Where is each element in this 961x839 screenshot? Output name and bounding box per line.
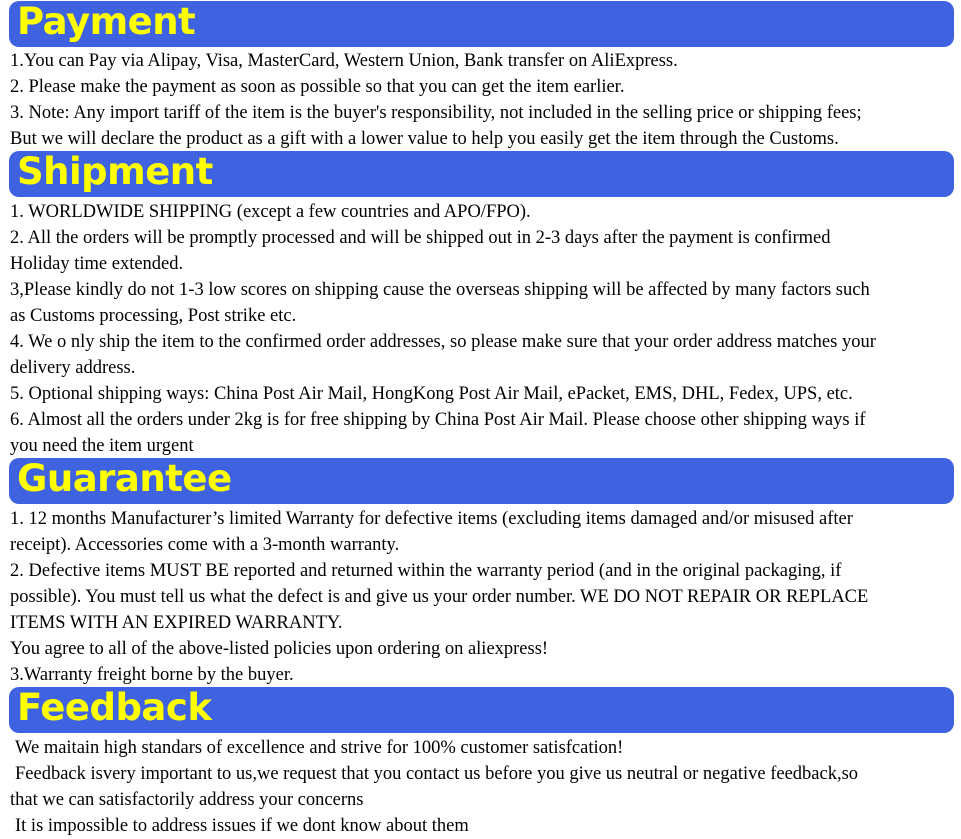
shipment-line: as Customs processing, Post strike etc. <box>10 306 297 326</box>
shipment-body <box>10 199 955 459</box>
payment-line: But we will declare the product as a gift with a lower value to help you easily get the item through the Customs. <box>10 129 839 149</box>
feedback-line: Feedback isvery important to us,we request that you contact us before you give us neutral or negative feedback,so <box>15 764 859 784</box>
payment-body <box>10 48 955 152</box>
guarantee-line: possible). You must tell us what the defect is and give us your order number. WE DO NOT REPAIR OR REPLACE <box>10 587 869 607</box>
guarantee-header <box>9 458 954 504</box>
payment-title: Payment <box>17 0 196 43</box>
guarantee-line: receipt). Accessories come with a 3-month warranty. <box>10 535 400 555</box>
payment-header <box>9 1 954 47</box>
guarantee-line: 2. Defective items MUST BE reported and returned within the warranty period (and in the original packaging, if <box>10 561 842 581</box>
shipment-line: delivery address. <box>10 358 136 378</box>
shipment-line: 4. We o nly ship the item to the confirmed order addresses, so please make sure that your order address matches your <box>10 332 876 352</box>
payment-line: 3. Note: Any import tariff of the item is the buyer's responsibility, not included in the selling price or shipping fees; <box>10 103 862 123</box>
guarantee-line: ITEMS WITH AN EXPIRED WARRANTY. <box>10 613 343 633</box>
guarantee-line: 3.Warranty freight borne by the buyer. <box>10 665 294 685</box>
payment-line: 1.You can Pay via Alipay, Visa, MasterCard, Western Union, Bank transfer on AliExpress. <box>10 51 678 71</box>
shipment-line: 3,Please kindly do not 1-3 low scores on shipping cause the overseas shipping will be affected by many factors such <box>10 280 870 300</box>
shipment-line: 6. Almost all the orders under 2kg is for free shipping by China Post Air Mail. Please choose other shipping ways if <box>10 410 866 430</box>
guarantee-line: 1. 12 months Manufacturer’s limited Warranty for defective items (excluding items damaged and/or misused after <box>10 509 853 529</box>
shipment-line: 5. Optional shipping ways: China Post Air Mail, HongKong Post Air Mail, ePacket, EMS, DHL, Fedex, UPS, etc. <box>10 384 853 404</box>
feedback-line: We maitain high standars of excellence and strive for 100% customer satisfcation! <box>15 738 624 758</box>
feedback-line: that we can satisfactorily address your concerns <box>10 790 364 810</box>
shipment-line: Holiday time extended. <box>10 254 184 274</box>
shipment-line: you need the item urgent <box>10 436 194 456</box>
guarantee-body <box>10 506 955 688</box>
feedback-body <box>10 735 955 839</box>
payment-line: 2. Please make the payment as soon as possible so that you can get the item earlier. <box>10 77 625 97</box>
feedback-line: It is impossible to address issues if we dont know about them <box>15 816 469 836</box>
guarantee-line: You agree to all of the above-listed policies upon ordering on aliexpress! <box>10 639 549 659</box>
shipment-line: 2. All the orders will be promptly processed and will be shipped out in 2-3 days after the payment is confirmed <box>10 228 831 248</box>
feedback-title: Feedback <box>17 686 212 729</box>
guarantee-title: Guarantee <box>17 457 232 500</box>
feedback-header <box>9 687 954 733</box>
shipment-header <box>9 151 954 197</box>
shipment-line: 1. WORLDWIDE SHIPPING (except a few countries and APO/FPO). <box>10 202 531 222</box>
shipment-title: Shipment <box>17 150 213 193</box>
